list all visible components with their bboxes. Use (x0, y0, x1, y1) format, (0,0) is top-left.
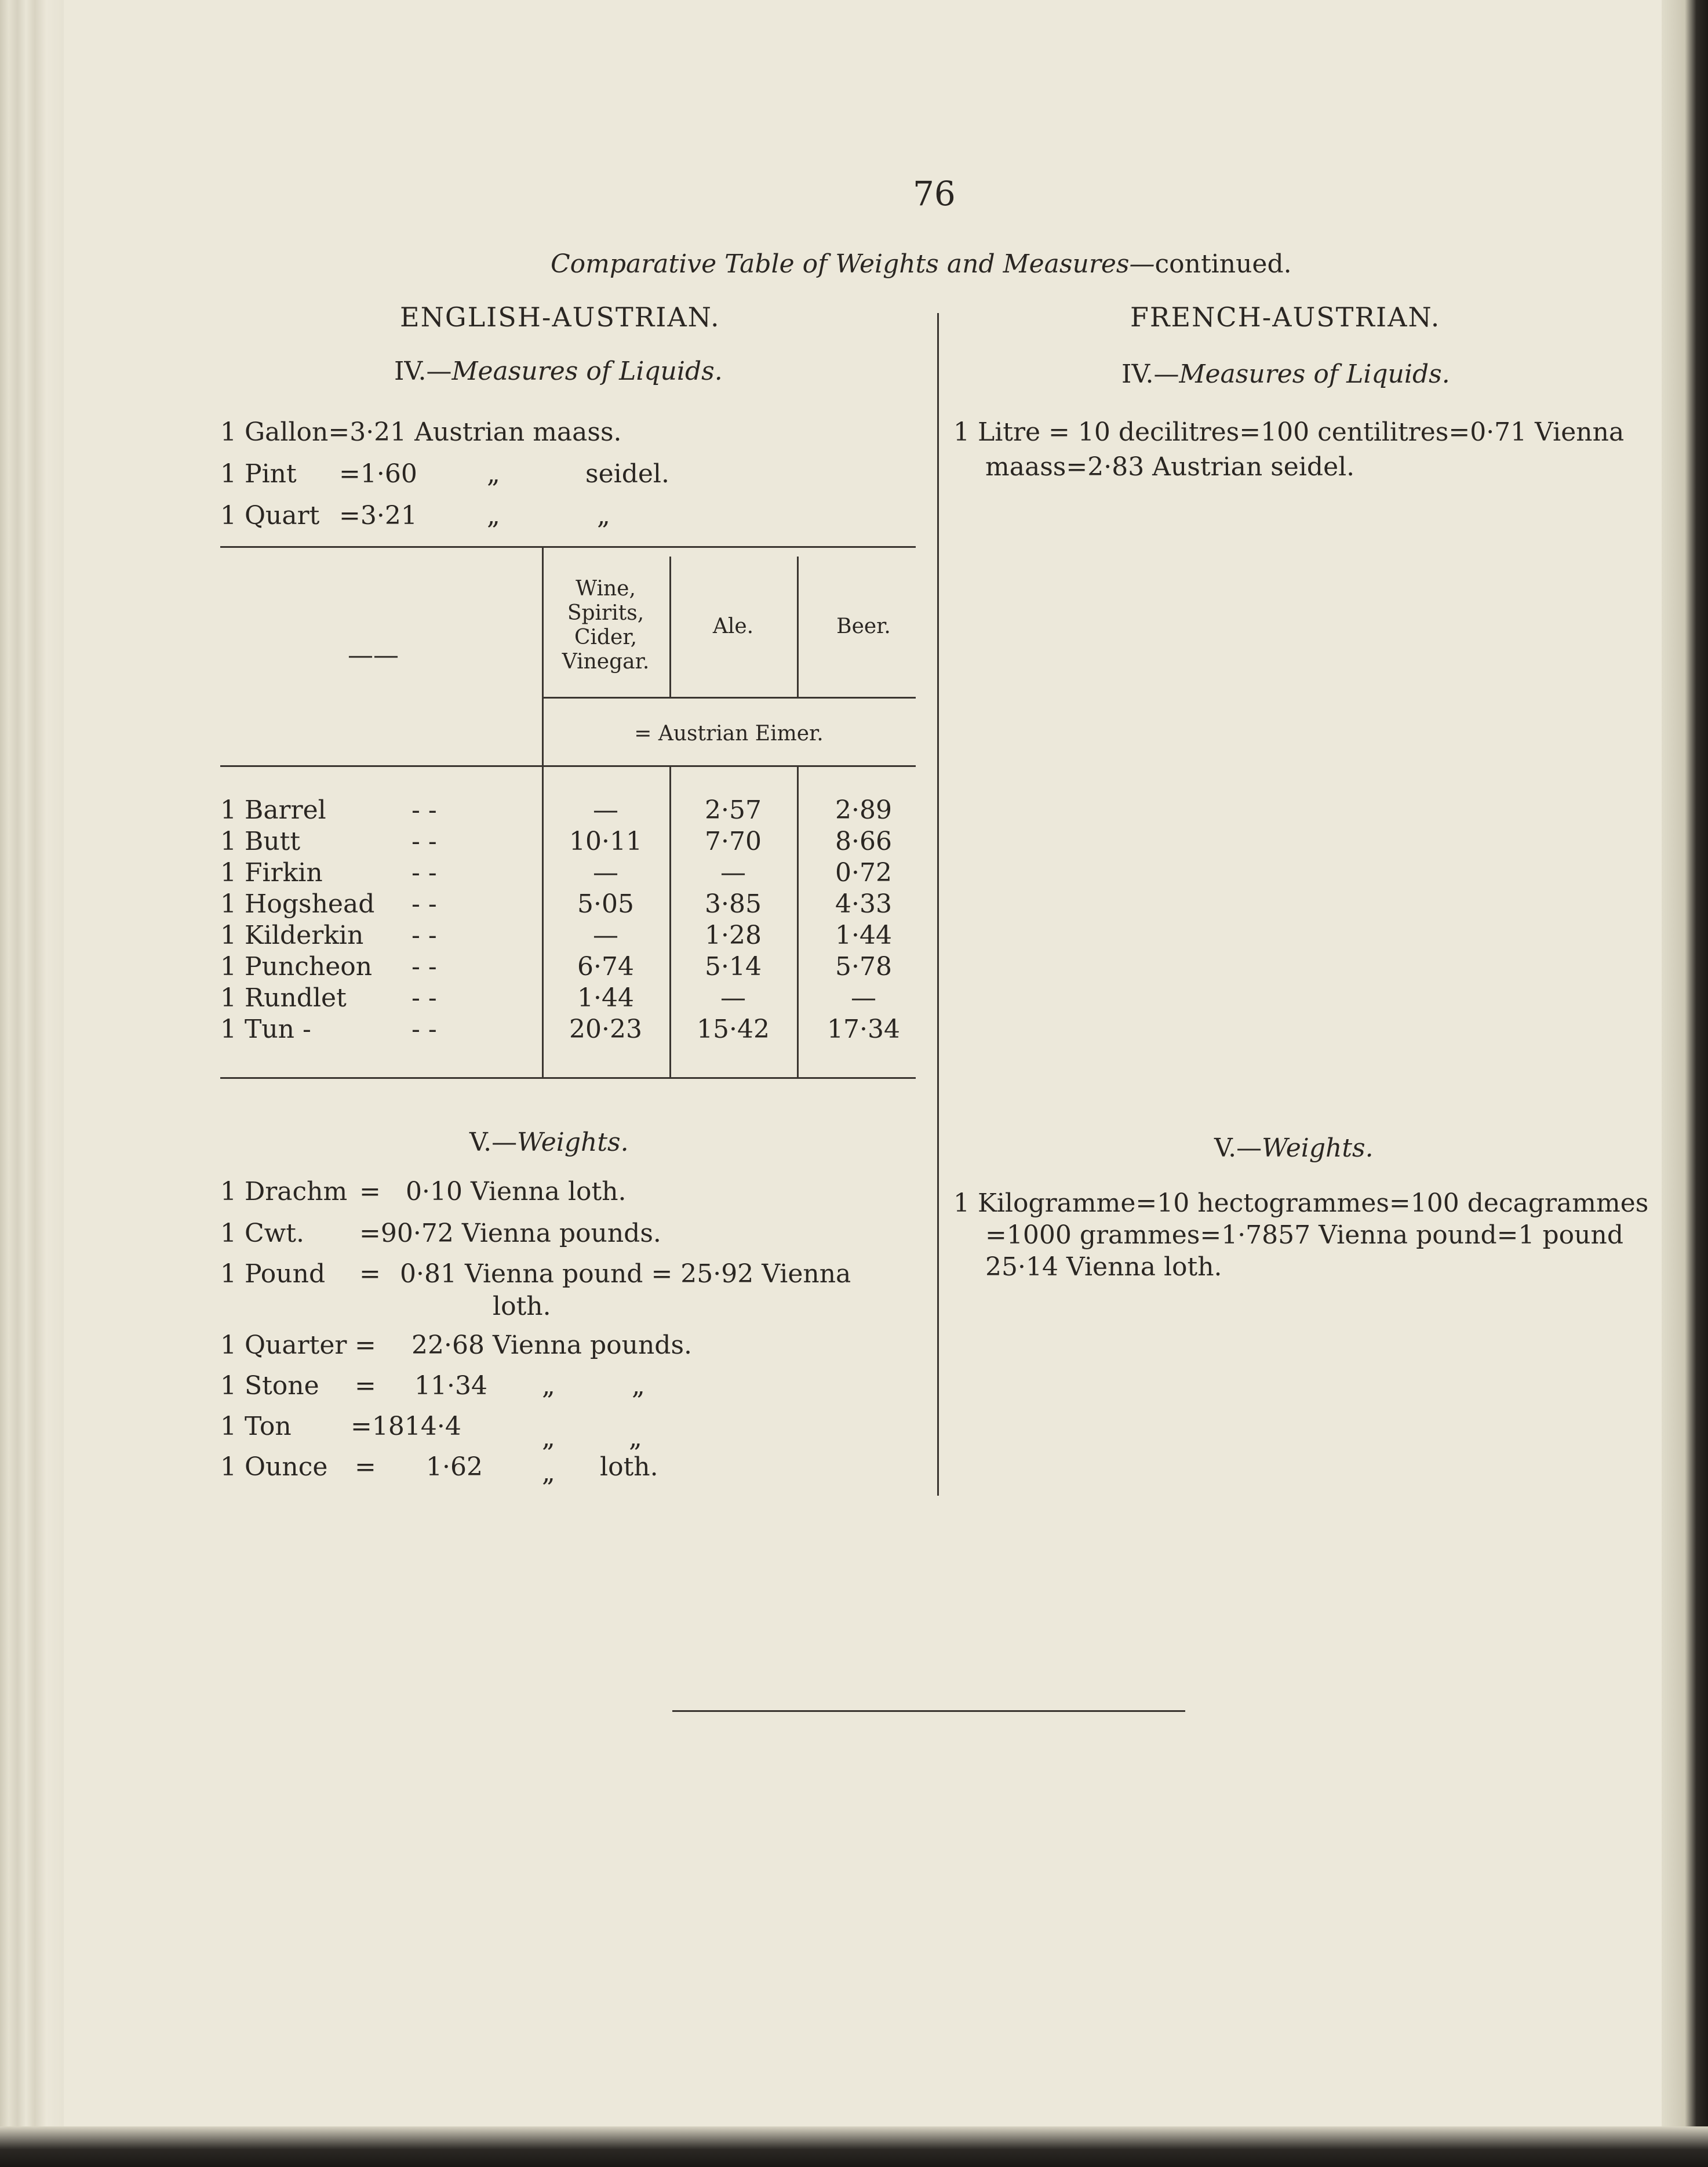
table-cell-beer: 8·66 (835, 827, 892, 856)
table-row-leader: - - (411, 1015, 437, 1044)
unit-header: = Austrian Eimer. (634, 722, 824, 746)
table-cell-wine: 20·23 (569, 1015, 642, 1044)
english-weights-heading (469, 1128, 629, 1157)
table-dash-header: —— (348, 641, 399, 670)
table-row-name: 1 Firkin (220, 858, 323, 888)
french-title: FRENCH-AUSTRIAN. (1130, 301, 1441, 333)
french-weights-line-2: =1000 grammes=1·7857 Vienna pound=1 pound (985, 1220, 1623, 1250)
table-row-name: 1 Puncheon (220, 952, 373, 981)
wine-header-line: Vinegar. (562, 650, 650, 674)
ton-ditto: „ (542, 1423, 555, 1453)
pint-unit: seidel. (585, 459, 669, 489)
table-cell-wine: — (593, 795, 618, 825)
french-weights-line-1: 1 Kilogramme=10 hectogrammes=100 decagrammes (953, 1188, 1649, 1218)
table-cell-ale: 7·70 (705, 827, 762, 856)
french-weights-title: Weights. (1262, 1133, 1374, 1163)
cwt-value: =90·72 Vienna pounds. (359, 1219, 661, 1248)
ounce-value: 1·62 (426, 1452, 483, 1482)
french-liquids-heading (1121, 359, 1450, 389)
ounce-unit: loth. (600, 1452, 658, 1482)
pound-value-cont: loth. (493, 1292, 551, 1321)
pound-name: 1 Pound (220, 1259, 326, 1289)
quart-name: 1 Quart (220, 501, 320, 530)
wine-header (542, 577, 669, 674)
drachm-name: 1 Drachm (220, 1177, 348, 1206)
table-cell-beer: 17·34 (827, 1015, 900, 1044)
table-cell-wine: — (593, 858, 618, 888)
ounce-ditto: „ (542, 1458, 555, 1488)
table-row-name: 1 Barrel (220, 795, 326, 825)
table-cell-ale: 3·85 (705, 889, 762, 919)
ounce-eq: = (355, 1452, 376, 1482)
table-row-leader: - - (411, 952, 437, 981)
book-right-edge (1662, 0, 1708, 2167)
table-row-leader: - - (411, 983, 437, 1013)
table-cell-wine: 10·11 (569, 827, 642, 856)
english-title: ENGLISH-AUSTRIAN. (400, 301, 720, 333)
table-cell-beer: — (851, 983, 876, 1013)
table-header-rule (542, 697, 916, 699)
table-cell-ale: 5·14 (705, 952, 762, 981)
english-liquids-num: IV.— (394, 357, 452, 386)
quarter-eq: = (355, 1330, 376, 1360)
table-cell-ale: 2·57 (705, 795, 762, 825)
pint-name: 1 Pint (220, 459, 297, 489)
table-row-leader: - - (411, 921, 437, 950)
table-row-name: 1 Hogshead (220, 889, 375, 919)
heading-title: Comparative Table of Weights and Measures— (551, 249, 1155, 279)
page-heading (551, 249, 1292, 279)
table-cell-beer: 1·44 (835, 921, 892, 950)
table-row-leader: - - (411, 827, 437, 856)
table-cell-wine: 5·05 (577, 889, 634, 919)
english-weights-num: V.— (469, 1128, 518, 1157)
french-weights-num: V.— (1214, 1133, 1262, 1163)
gallon-line: 1 Gallon=3·21 Austrian maass. (220, 417, 622, 447)
table-cell-ale: 15·42 (697, 1015, 770, 1044)
table-row-name: 1 Kilderkin (220, 921, 364, 950)
drachm-eq: = (359, 1177, 381, 1206)
wine-header-line: Cider, (574, 626, 638, 649)
stone-ditto: „ (542, 1371, 555, 1401)
table-body-rule (220, 765, 916, 767)
table-top-rule (220, 546, 916, 548)
pint-ditto: „ (487, 459, 500, 489)
closing-rule (672, 1710, 1185, 1712)
stone-name: 1 Stone (220, 1371, 319, 1401)
pound-eq: = (359, 1259, 381, 1289)
stone-eq: = (355, 1371, 376, 1401)
ton-ditto-2: „ (629, 1423, 642, 1453)
wine-header-line: Wine, (576, 577, 636, 601)
column-divider (937, 313, 939, 1496)
quart-ditto-2: „ (597, 501, 610, 530)
beer-header: Beer. (836, 615, 891, 638)
ton-name: 1 Ton (220, 1412, 292, 1441)
english-liquids-title: Measures of Liquids. (451, 357, 723, 386)
french-liquids-line-1: 1 Litre = 10 decilitres=100 centilitres=0·71 Vienna (953, 417, 1625, 447)
table-row-name: 1 Tun - (220, 1015, 311, 1044)
stone-ditto-2: „ (632, 1371, 645, 1401)
ale-header: Ale. (712, 615, 754, 638)
pound-value: 0·81 Vienna pound = 25·92 Vienna (400, 1259, 851, 1289)
french-liquids-line-2: maass=2·83 Austrian seidel. (985, 452, 1355, 482)
english-liquids-heading (394, 357, 723, 386)
french-weights-line-3: 25·14 Vienna loth. (985, 1252, 1222, 1282)
ton-value: =1814·4 (351, 1412, 461, 1441)
pint-value: =1·60 (339, 459, 417, 489)
table-row-leader: - - (411, 858, 437, 888)
table-cell-beer: 4·33 (835, 889, 892, 919)
french-liquids-title: Measures of Liquids. (1179, 359, 1450, 389)
table-cell-beer: 0·72 (835, 858, 892, 888)
table-cell-beer: 2·89 (835, 795, 892, 825)
french-liquids-num: IV.— (1121, 359, 1179, 389)
table-bottom-rule (220, 1077, 916, 1079)
cwt-name: 1 Cwt. (220, 1219, 304, 1248)
stone-value: 11·34 (414, 1371, 487, 1401)
quart-value: =3·21 (339, 501, 417, 530)
quart-ditto: „ (487, 501, 500, 530)
table-row-name: 1 Butt (220, 827, 301, 856)
table-cell-wine: 1·44 (577, 983, 634, 1013)
table-cell-beer: 5·78 (835, 952, 892, 981)
book-left-edge (0, 0, 64, 2167)
quarter-name: 1 Quarter (220, 1330, 347, 1360)
table-row-name: 1 Rundlet (220, 983, 347, 1013)
table-cell-wine: 6·74 (577, 952, 634, 981)
table-cell-ale: 1·28 (705, 921, 762, 950)
table-cell-ale: — (720, 983, 746, 1013)
page-number: 76 (913, 174, 956, 213)
table-cell-ale: — (720, 858, 746, 888)
book-bottom-edge (0, 2126, 1708, 2167)
wine-header-line: Spirits, (567, 601, 644, 625)
ounce-name: 1 Ounce (220, 1452, 328, 1482)
table-row-leader: - - (411, 889, 437, 919)
english-weights-title: Weights. (517, 1128, 629, 1157)
quarter-value: 22·68 Vienna pounds. (411, 1330, 693, 1360)
heading-continued: continued. (1155, 249, 1292, 279)
drachm-value: 0·10 Vienna loth. (406, 1177, 627, 1206)
french-weights-heading (1214, 1133, 1374, 1163)
table-cell-wine: — (593, 921, 618, 950)
table-row-leader: - - (411, 795, 437, 825)
